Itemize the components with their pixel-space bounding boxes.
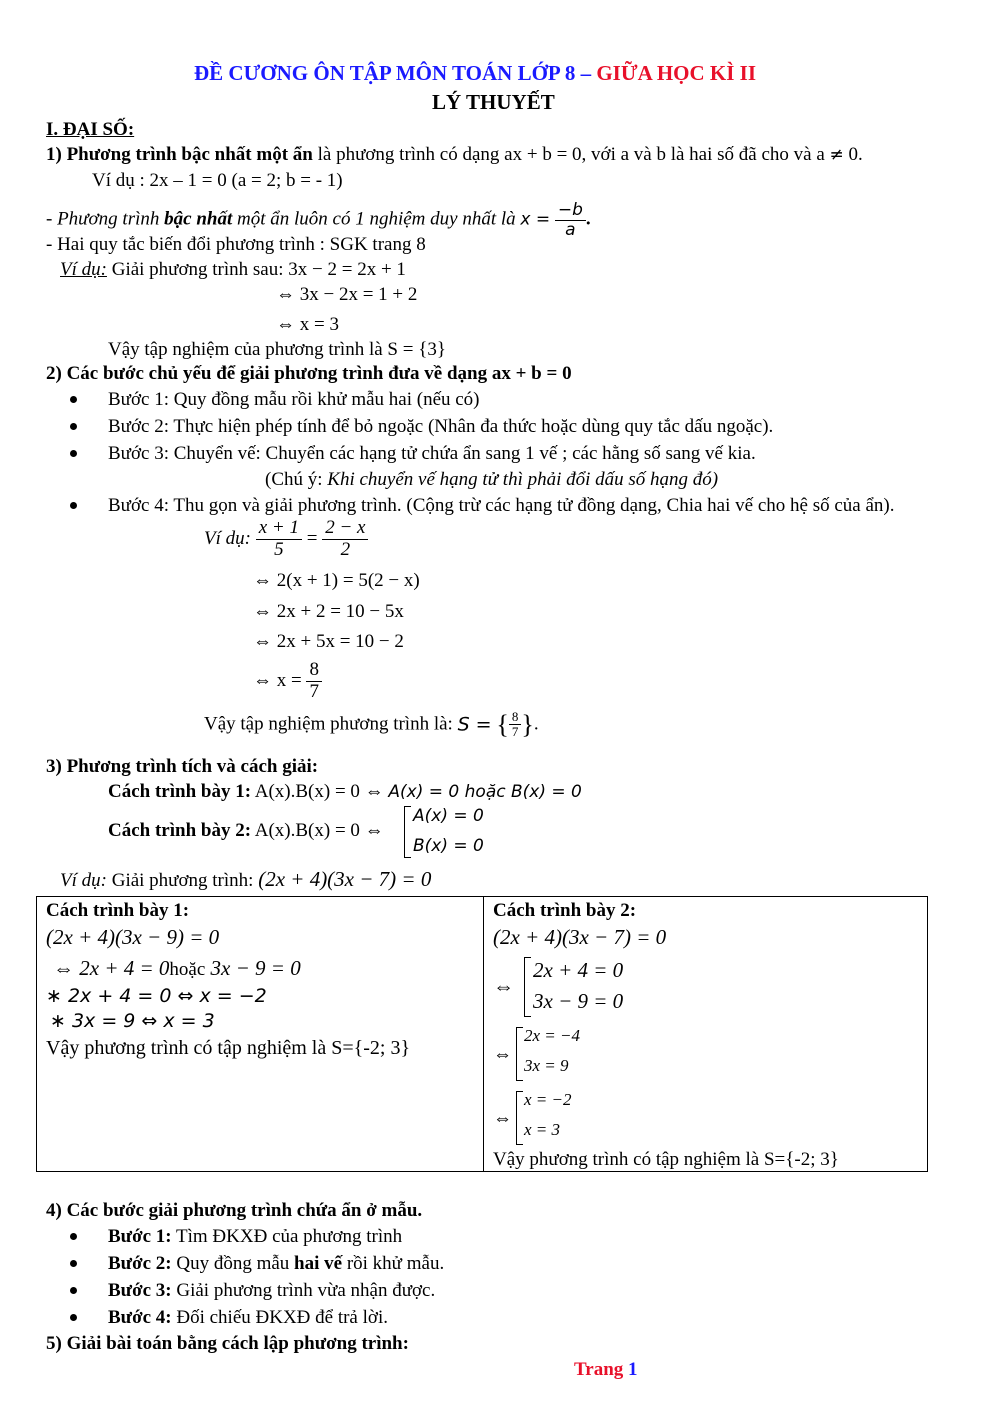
example-step4 bbox=[253, 660, 322, 703]
equiv-arrow-3: ⇔ bbox=[493, 1108, 512, 1129]
table-left-line4: ∗ 3x = 9 ⇔ x = 3 bbox=[50, 1010, 215, 1032]
equiv-arrow-1: ⇔ bbox=[493, 974, 514, 998]
example-2 bbox=[60, 258, 406, 283]
method-2-text: A(x).B(x) = 0 ⇔ bbox=[251, 820, 384, 841]
step-text-a: Quy đồng mẫu bbox=[171, 1253, 295, 1274]
note-dot: . bbox=[585, 208, 591, 230]
bullet-icon bbox=[70, 423, 77, 430]
neq-symbol: ≠ bbox=[829, 145, 844, 165]
example-2-result: Vậy tập nghiệm của phương trình là S = {3} bbox=[108, 339, 446, 360]
example-fraction-equation bbox=[204, 518, 368, 561]
step-3: Bước 3: Chuyển vế: Chuyển các hạng tử chứa ẩn sang 1 vế ; các hằng số sang vế kia. bbox=[108, 443, 756, 464]
step-text: Giải phương trình vừa nhận được. bbox=[171, 1280, 436, 1301]
table-cell-method-2 bbox=[484, 897, 928, 1172]
page-footer bbox=[574, 1358, 638, 1383]
definition-end: 0. bbox=[843, 144, 863, 165]
step-label: Bước 3: bbox=[108, 1280, 172, 1301]
definition-text: là phương trình có dạng ax + b = 0, với a và b là hai số đã cho và a bbox=[312, 144, 830, 165]
method-1-label: Cách trình bày 1: bbox=[108, 781, 252, 802]
title-part2: GIỮA HỌC KÌ II bbox=[596, 61, 757, 85]
method-1 bbox=[108, 780, 582, 805]
footer-label: Trang bbox=[574, 1359, 624, 1380]
note-x: x = bbox=[520, 209, 551, 230]
document-title bbox=[194, 60, 756, 87]
title-part1: ĐỀ CƯƠNG ÔN TẬP MÔN TOÁN LỚP 8 – bbox=[194, 61, 592, 85]
example-text: Giải phương trình: bbox=[106, 870, 259, 891]
table-left-line2 bbox=[53, 955, 301, 983]
system-line-1: A(x) = 0 bbox=[413, 806, 484, 826]
example-text: Giải phương trình sau: 3x − 2 = 2x + 1 bbox=[106, 259, 406, 280]
right-brace: } bbox=[521, 709, 534, 739]
example-solution-set bbox=[204, 710, 539, 740]
note-prefix: (Chú ý: bbox=[265, 469, 328, 490]
solution-denominator: 7 bbox=[511, 724, 519, 740]
solution-numerator: 8 bbox=[509, 710, 522, 725]
rhs-numerator: 2 − x bbox=[322, 518, 368, 540]
transformation-rules: - Hai quy tắc biến đổi phương trình : SGK trang 8 bbox=[46, 234, 426, 255]
sys3-line1: x = −2 bbox=[524, 1090, 572, 1109]
section-heading-algebra: I. ĐẠI SỐ: bbox=[46, 119, 135, 140]
method-2-label: Cách trình bày 2: bbox=[108, 820, 252, 841]
step-text: Đối chiếu ĐKXĐ để trả lời. bbox=[171, 1307, 388, 1328]
example-label: Ví dụ: bbox=[60, 259, 107, 280]
solution-dot: . bbox=[533, 713, 539, 735]
system-line-2: B(x) = 0 bbox=[413, 836, 484, 856]
step-4: Bước 4: Thu gọn và giải phương trình. (Cộng trừ các hạng tử đồng dạng, Chia hai vế cho hệ số của ẩn). bbox=[108, 495, 895, 516]
sys2-line2: 3x = 9 bbox=[524, 1056, 569, 1075]
lhs-fraction bbox=[256, 518, 302, 561]
denominator-step-3 bbox=[108, 1279, 435, 1304]
sys3-line2: x = 3 bbox=[524, 1120, 561, 1139]
fraction-numerator: −b bbox=[555, 201, 586, 221]
solution-s: S = bbox=[457, 713, 492, 736]
example-2-step2: ⇔ x = 3 bbox=[276, 314, 339, 335]
solution-fraction bbox=[509, 710, 522, 740]
note-body: Khi chuyển vế hạng tử thì phải đổi dấu số hạng đó) bbox=[327, 469, 719, 490]
fraction-denominator: a bbox=[565, 219, 576, 240]
sys1-line1: 2x + 4 = 0 bbox=[533, 958, 624, 982]
step4-prefix: ⇔ x = bbox=[253, 670, 302, 692]
section-heading-denominator: 4) Các bước giải phương trình chứa ẩn ở mẫu. bbox=[46, 1200, 423, 1221]
note-text-a: - Phương trình bbox=[46, 208, 165, 230]
example-2-step1: ⇔ 3x − 2x = 1 + 2 bbox=[276, 284, 418, 305]
step-label: Bước 2: bbox=[108, 1253, 172, 1274]
line2-part-a: ⇔ 2x + 4 = 0 bbox=[53, 956, 170, 980]
product-example bbox=[60, 866, 431, 894]
table-left-line1: (2x + 4)(3x − 9) = 0 bbox=[46, 925, 220, 949]
table-cell-method-1 bbox=[37, 897, 484, 1172]
linear-equation-definition bbox=[46, 143, 863, 168]
definition-term: 1) Phương trình bậc nhất một ẩn bbox=[46, 144, 313, 165]
footer-page-number: 1 bbox=[628, 1359, 638, 1380]
step-text-c: rồi khử mẫu. bbox=[342, 1253, 445, 1274]
bullet-icon bbox=[70, 1233, 77, 1240]
denominator-step-2 bbox=[108, 1252, 444, 1277]
table-right-result: Vậy phương trình có tập nghiệm là S={-2; 3} bbox=[493, 1149, 839, 1170]
bullet-icon bbox=[70, 1314, 77, 1321]
method-1-text: A(x).B(x) = 0 ⇔ bbox=[251, 781, 389, 802]
method-2 bbox=[108, 819, 384, 844]
result-numerator: 8 bbox=[306, 660, 322, 682]
example-label: Ví dụ: bbox=[60, 870, 107, 891]
example-label: Ví dụ: bbox=[204, 528, 251, 550]
table-left-line3: ∗ 2x + 4 = 0 ⇔ x = −2 bbox=[46, 985, 267, 1007]
lhs-denominator: 5 bbox=[274, 538, 284, 560]
section-heading-steps: 2) Các bước chủ yếu để giải phương trình đưa về dạng ax + b = 0 bbox=[46, 363, 572, 384]
solution-text: Vậy tập nghiệm phương trình là: bbox=[204, 713, 458, 735]
sys1-line2: 3x − 9 = 0 bbox=[533, 989, 624, 1013]
equals-sign: = bbox=[306, 528, 318, 550]
bullet-icon bbox=[70, 502, 77, 509]
solution-fraction bbox=[555, 201, 586, 239]
example-linear: Ví dụ : 2x – 1 = 0 (a = 2; b = - 1) bbox=[92, 170, 343, 191]
step-label: Bước 1: bbox=[108, 1226, 172, 1247]
example-step3: ⇔ 2x + 5x = 10 − 2 bbox=[253, 631, 404, 652]
example-step1: ⇔ 2(x + 1) = 5(2 − x) bbox=[253, 570, 420, 591]
bullet-icon bbox=[70, 1287, 77, 1294]
system-bracket-3 bbox=[516, 1091, 523, 1145]
denominator-step-1 bbox=[108, 1225, 402, 1250]
step-label: Bước 4: bbox=[108, 1307, 172, 1328]
section-heading-product: 3) Phương trình tích và cách giải: bbox=[46, 756, 319, 777]
section-heading-word-problems: 5) Giải bài toán bằng cách lập phương trình: bbox=[46, 1333, 409, 1354]
step-text-b: hai vế bbox=[294, 1253, 343, 1274]
denominator-step-4 bbox=[108, 1306, 388, 1331]
note-text-b: bậc nhất bbox=[164, 208, 233, 230]
example-step2: ⇔ 2x + 2 = 10 − 5x bbox=[253, 601, 404, 622]
bullet-icon bbox=[70, 1260, 77, 1267]
note-text-c: một ẩn luôn có 1 nghiệm duy nhất là bbox=[232, 208, 521, 230]
table-left-result: Vậy phương trình có tập nghiệm là S={-2; 3} bbox=[46, 1037, 411, 1059]
example-equation: (2x + 4)(3x − 7) = 0 bbox=[258, 867, 432, 891]
table-left-heading: Cách trình bày 1: bbox=[46, 900, 190, 921]
left-brace: { bbox=[496, 709, 509, 739]
step-2: Bước 2: Thực hiện phép tính để bỏ ngoặc (Nhân đa thức hoặc dùng quy tắc dấu ngoặc). bbox=[108, 416, 774, 437]
bullet-icon bbox=[70, 396, 77, 403]
lhs-numerator: x + 1 bbox=[256, 518, 302, 540]
equiv-arrow-2: ⇔ bbox=[493, 1044, 512, 1065]
rhs-fraction bbox=[322, 518, 368, 561]
sys2-line1: 2x = −4 bbox=[524, 1026, 580, 1045]
system-bracket-1 bbox=[524, 957, 531, 1017]
step-3-note bbox=[265, 468, 718, 493]
line2-or: hoặc bbox=[169, 959, 206, 980]
step-1: Bước 1: Quy đồng mẫu rồi khử mẫu hai (nếu có) bbox=[108, 389, 480, 410]
result-fraction bbox=[306, 660, 322, 703]
document-subtitle: LÝ THUYẾT bbox=[432, 90, 555, 114]
system-bracket-2 bbox=[516, 1027, 523, 1081]
solution-table bbox=[36, 896, 928, 1172]
result-denominator: 7 bbox=[309, 680, 319, 702]
system-bracket bbox=[404, 806, 411, 858]
table-right-line1: (2x + 4)(3x − 7) = 0 bbox=[493, 925, 667, 949]
rhs-denominator: 2 bbox=[340, 538, 351, 560]
table-right-heading: Cách trình bày 2: bbox=[493, 900, 637, 921]
step-text: Tìm ĐKXĐ của phương trình bbox=[171, 1226, 403, 1247]
line2-part-c: 3x − 9 = 0 bbox=[205, 956, 301, 980]
method-1-math: A(x) = 0 hoặc B(x) = 0 bbox=[388, 782, 582, 802]
bullet-icon bbox=[70, 450, 77, 457]
